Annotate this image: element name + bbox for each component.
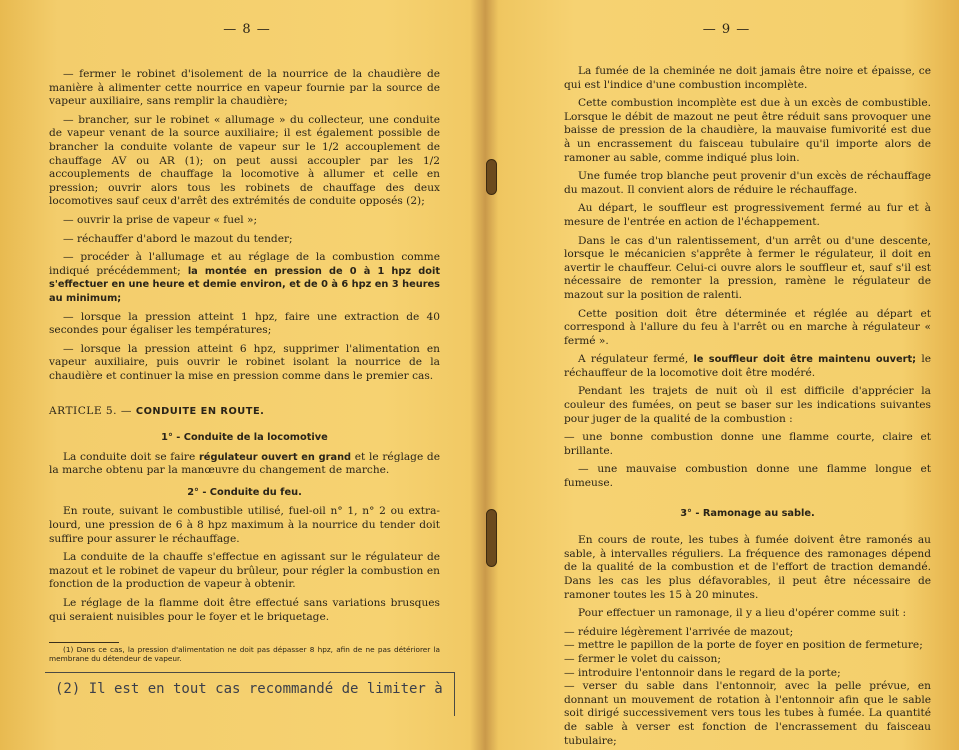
list-item: — verser du sable dans l'entonnoir, avec la pelle prévue, en donnant un mouvement de rotation à l'entonnoir afin que le sable soit dirigé successivement vers tous les tubes à fumée. La quantité de sable à verser est fonction de l'encrassement du faisceau tubulaire; [564,680,931,747]
section-3-title: 3° - Ramonage au sable. [680,507,815,519]
article-label: ARTICLE 5. — [49,405,133,418]
page-number-right: — 9 — [702,22,751,37]
paragraph: Dans le cas d'un ralentissement, d'un arrêt ou d'une descente, lorsque le mécanicien s'apprête à fermer le régulateur, il doit en avertir le chauffeur. Celui-ci ouvre alors le souffleur et, sauf s'il est nécessaire de remonter la pression, ramène le régulateur de mazout sur la position de ralenti. [564,234,931,301]
paragraph: — une mauvaise combustion donne une flamme longue et fumeuse. [564,463,931,490]
paragraph: La fumée de la cheminée ne doit jamais être noire et épaisse, ce qui est l'indice d'une combustion incomplète. [564,65,931,91]
page-number-left: — 8 — [223,22,271,37]
paragraph [564,353,931,380]
footnote: (1) Dans ce cas, la pression d'alimentation ne doit pas dépasser 8 hpz, afin de ne pas détériorer la membrane du détendeur de vapeur. [49,645,440,663]
p7-bold: le souffleur doit être maintenu ouvert; [693,354,917,366]
list-item: — lorsque la pression atteint 6 hpz, supprimer l'alimentation en vapeur auxiliaire, puis ouvrir le robinet isolant la nourrice de la chaudière et continuer la mise en pression comme dans le premier cas. [49,342,440,382]
paragraph: Pour effectuer un ramonage, il y a lieu d'opérer comme suit : [578,607,907,620]
allumage-text: — procéder à l'allumage et au réglage de la combustion comme indiqué précédemment; [49,251,440,277]
section-1-title: 1° - Conduite de la locomotive [161,432,328,444]
list-item: — ouvrir la prise de vapeur « fuel »; [63,213,258,226]
list-item: — réchauffer d'abord le mazout du tender; [63,232,293,245]
list-item: — réduire légèrement l'arrivée de mazout; [564,625,794,638]
section-1-bold: régulateur ouvert en grand [198,451,352,463]
paragraph: Cette position doit être déterminée et réglée au départ et correspond à l'allure du feu à l'arrêt ou en marche à régulateur « fermé ». [564,307,931,347]
paragraph: — une bonne combustion donne une flamme courte, claire et brillante. [564,431,931,457]
paragraph: Cette combustion incomplète est due à un excès de combustible. Lorsque le débit de mazout ne peut être réduit sans provoquer une baisse de pression de la chaudière, la mauvaise fumivorité est due à un encrassement du faisceau tubulaire qu'il importe alors de ramoner au sable, comme indiqué plus loin. [564,97,931,164]
paragraph: Au départ, le souffleur est progressivement fermé au fur et à mesure de l'entrée en action de l'échappement. [564,202,931,228]
list-item: — lorsque la pression atteint 1 hpz, faire une extraction de 40 secondes pour égaliser les températures; [49,310,440,337]
paragraph: Une fumée trop blanche peut provenir d'un excès de réchauffage du mazout. Il convient alors de réduire le réchauffage. [564,170,931,196]
p7-pre: A régulateur fermé, [578,353,689,366]
list-item [49,251,440,305]
article-heading [49,405,440,419]
typed-note: (2) Il est en tout cas recommandé de limiter à [45,672,455,716]
list-item: — fermer le volet du caisson; [564,652,721,665]
section-1-pre: La conduite doit se faire [63,450,196,463]
list-item: — mettre le papillon de la porte de foyer en position de fermeture; [564,639,923,652]
section-2-paragraph: La conduite de la chauffe s'effectue en agissant sur le régulateur de mazout et le robinet de vapeur du brûleur, pour régler la combustion en fonction de la production de vapeur à obtenir. [49,551,440,591]
article-title: CONDUITE EN ROUTE. [135,406,265,418]
list-item: — fermer le robinet d'isolement de la nourrice de la chaudière de manière à alimenter cette nourrice en vapeur fournie par la source de vapeur auxiliaire, sans remplir la chaudière; [49,68,440,108]
p7-post: le réchauffeur de la locomotive doit être modéré. [564,353,931,379]
list-item: — brancher, sur le robinet « allumage » du collecteur, une conduite de vapeur venant de la source auxiliaire; il est également possible de brancher la conduite volante de vapeur sur le 1/2 accouplement de chauffage AV ou AR (1); on peut aussi accoupler par les 1/2 accouplements de chauffage la locomotive à allumer et celle en pression; ouvrir alors tous les robinets de chauffage des deux locomotives sauf ceux d'arrêt des extrémités de conduite opposés (2); [49,113,440,208]
section-2-paragraph: En route, suivant le combustible utilisé, fuel-oil n° 1, n° 2 ou extra-lourd, une pression de 6 à 8 hpz maximum à la nourrice du tender doit suffire pour assurer le réchauffage. [49,505,440,545]
left-text-column [49,68,440,663]
allumage-bold: la montée en pression de 0 à 1 hpz doit s'effectuer en une heure et demie environ, et de 0 à 6 hpz en 3 heures au minimum; [49,265,441,304]
paragraph: En cours de route, les tubes à fumée doivent être ramonés au sable, à intervalles réguliers. La fréquence des ramonages dépend de la qualité de la combustion et de l'effort de traction demandé. Dans les cas les plus défavorables, il peut être nécessaire de ramoner toutes les 15 à 20 minutes. [564,534,931,601]
right-text-column [564,65,931,748]
section-2-title: 2° - Conduite du feu. [187,486,302,498]
page-right [494,0,959,750]
list-item: — introduire l'entonnoir dans le regard de la porte; [564,666,841,679]
section-1-text [49,451,440,478]
section-2-paragraph: Le réglage de la flamme doit être effectué sans variations brusques qui seraient nuisibles pour le foyer et le briquetage. [49,597,440,623]
paragraph: Pendant les trajets de nuit où il est difficile d'apprécier la couleur des fumées, on peut se baser sur les indications suivantes pour juger de la qualité de la combustion : [564,385,931,425]
footnote-rule [49,642,119,643]
section-1-post: et le réglage de la marche obtenu par la manœuvre du changement de marche. [49,450,440,477]
